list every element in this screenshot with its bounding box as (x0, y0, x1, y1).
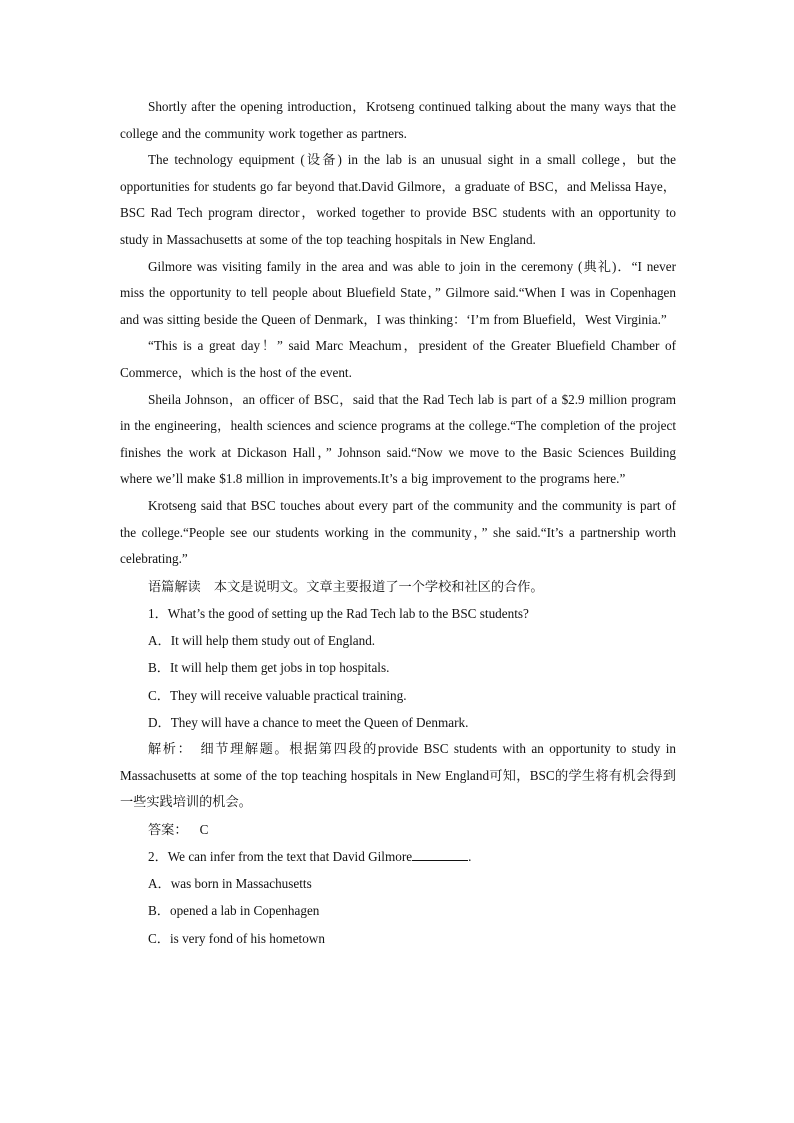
question-2-option-a: A．was born in Massachusetts (148, 876, 312, 892)
question-2-stem (120, 843, 676, 870)
answer-value: C (199, 821, 209, 837)
passage-paragraph-3: Gilmore was visiting family in the area and was able to join in the ceremony (典礼)．“I never miss the opportunity to tell people about Bluefield State，” Gilmore said.“When I was in Copenhagen and was sitting beside the Queen of Denmark，I was thinking：‘I’m from Bluefield，West Virginia.” (120, 258, 676, 327)
passage-paragraph-1: Shortly after the opening introduction，Krotseng continued talking about the many ways that the college and the community work together as partners. (120, 99, 676, 141)
question-1-option-c: C．They will receive valuable practical training. (148, 687, 407, 703)
question-2-option-c: C．is very fond of his hometown (148, 930, 325, 946)
question-1-option-b: B．It will help them get jobs in top hospitals. (148, 660, 390, 676)
passage-paragraph-5: Sheila Johnson，an officer of BSC，said that the Rad Tech lab is part of a $2.9 million program in the engineering，health sciences and science programs at the college.“The completion of the project finishes the work at Dickason Hall，” Johnson said.“Now we move to the Basic Sciences Building where we’ll make $1.8 million in improvements.It’s a big improvement to the programs here.” (120, 391, 676, 487)
document-page (120, 94, 676, 952)
question-2-stem-text: 2．We can infer from the text that David Gilmore (148, 848, 413, 864)
question-1-analysis: 解析： 细节理解题。根据第四段的provide BSC students with an opportunity to study in Massachusetts at some of the top teaching hospitals in New England可知，BSC的学生将有机会得到一些实践培训的机会。 (120, 740, 676, 810)
answer-label: 答案： (148, 821, 188, 837)
question-2-stem-end: . (468, 848, 472, 864)
question-1-stem: 1．What’s the good of setting up the Rad Tech lab to the BSC students? (148, 605, 529, 621)
question-1-option-d: D．They will have a chance to meet the Queen of Denmark. (148, 714, 469, 730)
answer-blank (412, 848, 468, 861)
passage-paragraph-6: Krotseng said that BSC touches about every part of the community and the community is part of the college.“People see our students working in the community，” she said.“It’s a partnership worth celebrating.” (120, 497, 676, 567)
question-1-answer (120, 816, 676, 843)
reading-note: 语篇解读 本文是说明文。文章主要报道了一个学校和社区的合作。 (148, 578, 544, 594)
passage-paragraph-4: “This is a great day！” said Marc Meachum，president of the Greater Bluefield Chamber of Commerce，which is the host of the event. (120, 338, 676, 380)
passage-paragraph-2: The technology equipment (设备) in the lab is an unusual sight in a small college，but the opportunities for students go far beyond that.David Gilmore，a graduate of BSC，and Melissa Haye，BSC Rad Tech program director，worked together to provide BSC students with an opportunity to study in Massachusetts at some of the top teaching hospitals in New England. (120, 152, 676, 247)
question-2-option-b: B．opened a lab in Copenhagen (148, 903, 320, 919)
question-1-option-a: A．It will help them study out of England. (148, 633, 376, 649)
